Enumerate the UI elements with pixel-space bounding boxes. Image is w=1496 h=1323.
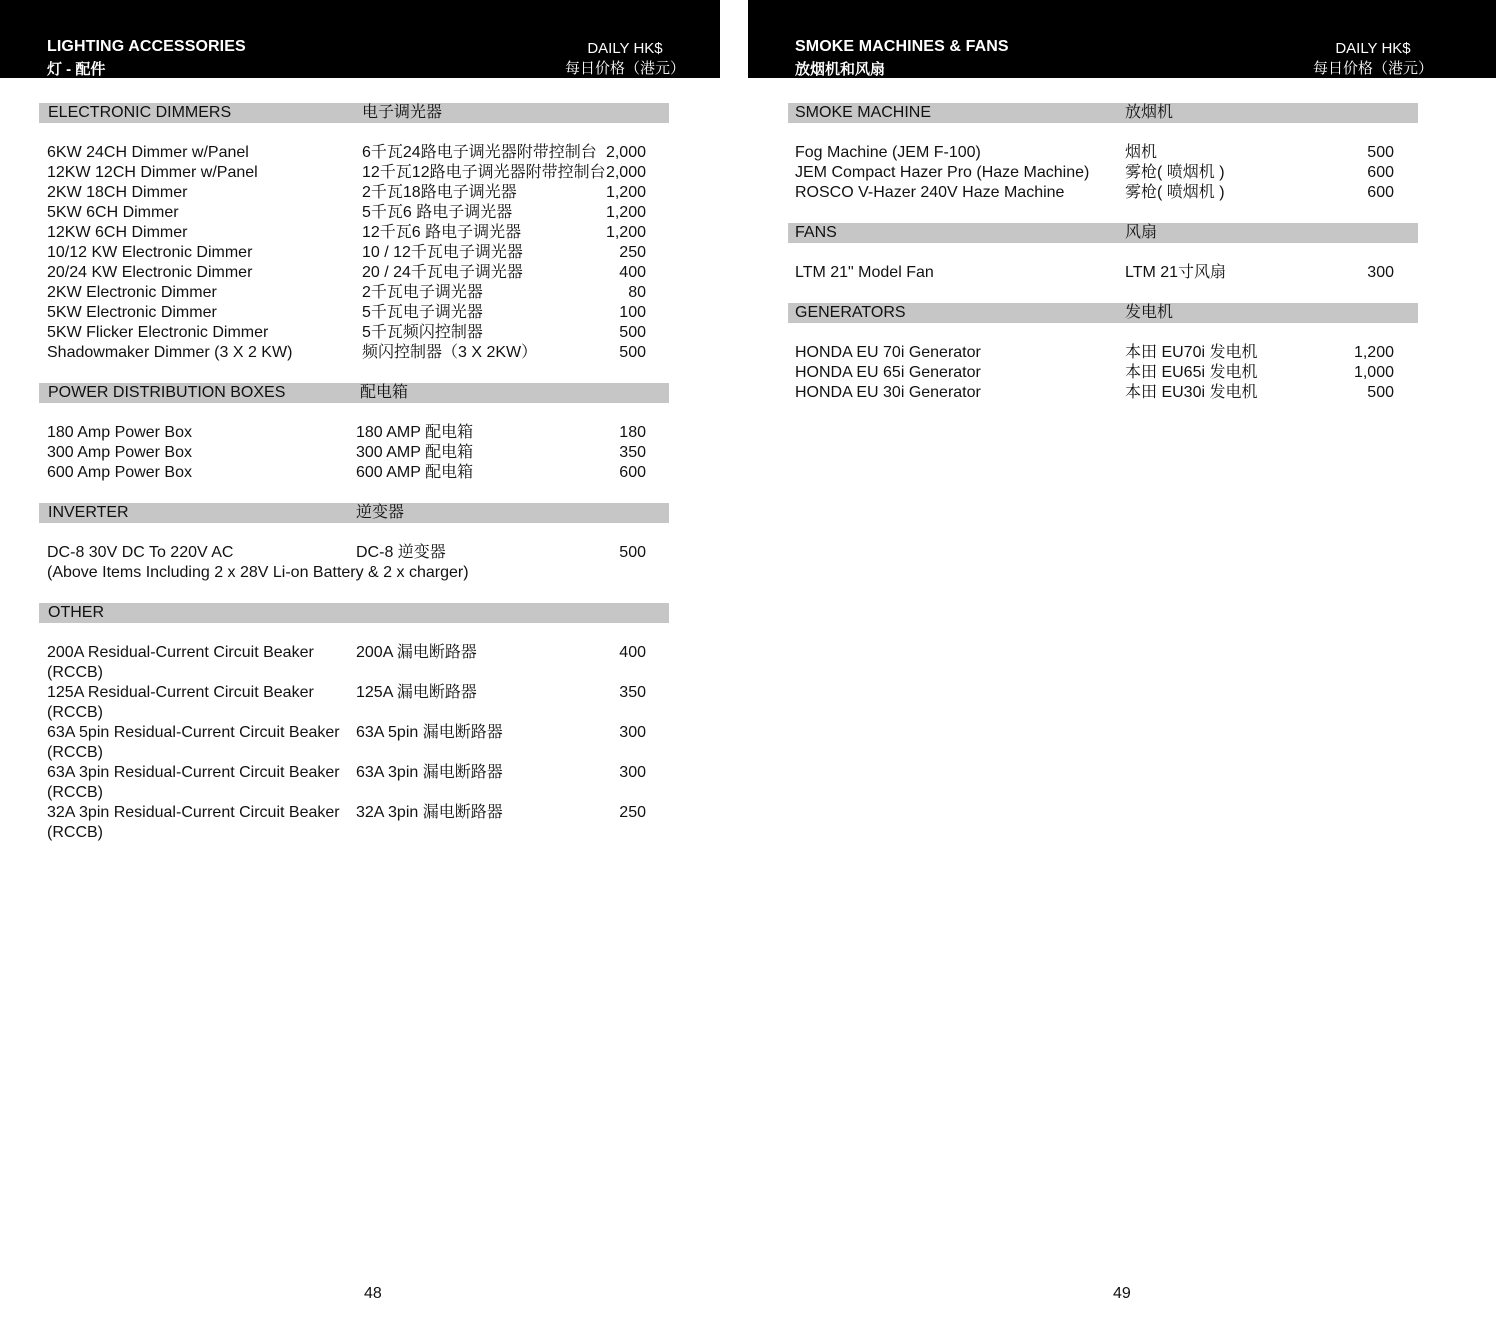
item-name-continued: (RCCB): [47, 824, 103, 841]
item-name-chinese: 12千瓦6 路电子调光器: [362, 224, 522, 241]
section-title: POWER DISTRIBUTION BOXES: [48, 384, 286, 401]
item-name-chinese: 32A 3pin 漏电断路器: [356, 804, 503, 821]
item-name-chinese: 20 / 24千瓦电子调光器: [362, 264, 523, 281]
price-column-heading-chinese: 每日价格（港元）: [564, 60, 685, 77]
item-name-chinese: 烟机: [1125, 144, 1158, 161]
item-name: HONDA EU 65i Generator: [795, 364, 981, 381]
item-name: 300 Amp Power Box: [47, 444, 192, 461]
section-header: [39, 503, 669, 523]
item-name: LTM 21" Model Fan: [795, 264, 934, 281]
item-price: 350: [619, 684, 646, 701]
item-name-chinese: LTM 21寸风扇: [1125, 264, 1227, 281]
item-name-chinese: 5千瓦6 路电子调光器: [362, 204, 513, 221]
item-name: 125A Residual-Current Circuit Beaker: [47, 684, 314, 701]
item-name-chinese: DC-8 逆变器: [356, 544, 446, 561]
section-title-chinese: 发电机: [1125, 304, 1174, 321]
list-item: [0, 203, 700, 223]
item-name-chinese: 63A 3pin 漏电断路器: [356, 764, 503, 781]
item-price: 100: [619, 304, 646, 321]
item-name-continued: (RCCB): [47, 704, 103, 721]
list-item: [748, 383, 1448, 403]
section-header: [788, 223, 1418, 243]
item-name-continued: (RCCB): [47, 744, 103, 761]
item-price: 500: [619, 324, 646, 341]
item-name-chinese: 频闪控制器（3 X 2KW）: [362, 344, 538, 361]
item-name: 63A 3pin Residual-Current Circuit Beaker: [47, 764, 340, 781]
item-name: 5KW Flicker Electronic Dimmer: [47, 324, 269, 341]
item-name: 180 Amp Power Box: [47, 424, 192, 441]
item-price: 600: [619, 464, 646, 481]
list-item: [0, 303, 700, 323]
item-name-chinese: 本田 EU65i 发电机: [1125, 364, 1258, 381]
item-price: 300: [619, 764, 646, 781]
item-price: 1,200: [605, 184, 646, 201]
item-price: 1,200: [605, 204, 646, 221]
price-column-heading-chinese: 每日价格（港元）: [1312, 60, 1433, 77]
item-name: DC-8 30V DC To 220V AC: [47, 544, 234, 561]
item-name: 2KW Electronic Dimmer: [47, 284, 217, 301]
item-name: 20/24 KW Electronic Dimmer: [47, 264, 253, 281]
item-name-continued: (RCCB): [47, 664, 103, 681]
item-name-chinese: 雾枪( 喷烟机 ): [1125, 164, 1225, 181]
list-item: [748, 143, 1448, 163]
item-name: 600 Amp Power Box: [47, 464, 192, 481]
list-item: [0, 143, 700, 163]
section-header: [788, 103, 1418, 123]
section-title-chinese: 逆变器: [356, 504, 405, 521]
item-name-chinese: 12千瓦12路电子调光器附带控制台: [362, 164, 606, 181]
item-name: 63A 5pin Residual-Current Circuit Beaker: [47, 724, 340, 741]
section-header: [39, 103, 669, 123]
item-price: 400: [619, 264, 646, 281]
list-item: [0, 343, 700, 363]
page-number: 48: [364, 1285, 382, 1302]
list-item: [0, 423, 700, 443]
item-name: Fog Machine (JEM F-100): [795, 144, 981, 161]
item-price: 500: [1367, 384, 1394, 401]
section-title: OTHER: [48, 604, 104, 621]
item-name: JEM Compact Hazer Pro (Haze Machine): [795, 164, 1090, 181]
section-title: INVERTER: [48, 504, 129, 521]
item-name: ROSCO V-Hazer 240V Haze Machine: [795, 184, 1065, 201]
section-title: ELECTRONIC DIMMERS: [48, 104, 232, 121]
item-price: 500: [619, 344, 646, 361]
page-title-chinese: 放烟机和风扇: [795, 61, 886, 78]
item-price: 300: [1367, 264, 1394, 281]
list-item: [0, 443, 700, 463]
list-item: [0, 803, 700, 841]
item-name: 10/12 KW Electronic Dimmer: [47, 244, 253, 261]
page-right: [748, 0, 1496, 1323]
item-name-chinese: 10 / 12千瓦电子调光器: [362, 244, 523, 261]
page-title: LIGHTING ACCESSORIES: [47, 38, 246, 55]
page-number: 49: [1113, 1285, 1131, 1302]
item-price: 80: [628, 284, 646, 301]
item-name: Shadowmaker Dimmer (3 X 2 KW): [47, 344, 293, 361]
item-name: 32A 3pin Residual-Current Circuit Beaker: [47, 804, 340, 821]
list-item: [748, 263, 1448, 283]
list-item: [748, 343, 1448, 363]
section-header: [788, 303, 1418, 323]
list-item: [0, 683, 700, 721]
item-name-continued: (RCCB): [47, 784, 103, 801]
item-name-chinese: 雾枪( 喷烟机 ): [1125, 184, 1225, 201]
item-price: 1,200: [1353, 344, 1394, 361]
item-name: 12KW 6CH Dimmer: [47, 224, 188, 241]
item-name: 6KW 24CH Dimmer w/Panel: [47, 144, 249, 161]
item-name: 5KW Electronic Dimmer: [47, 304, 217, 321]
item-price: 180: [619, 424, 646, 441]
item-name: 12KW 12CH Dimmer w/Panel: [47, 164, 258, 181]
item-price: 500: [619, 544, 646, 561]
section-title: GENERATORS: [795, 304, 906, 321]
item-name: HONDA EU 70i Generator: [795, 344, 981, 361]
page-header: [748, 0, 1496, 78]
item-price: 2,000: [605, 164, 646, 181]
price-column-heading: DAILY HK$: [1335, 40, 1411, 57]
item-price: 250: [619, 244, 646, 261]
section-header: [39, 603, 669, 623]
list-item: [748, 183, 1448, 203]
item-name-chinese: 200A 漏电断路器: [356, 644, 477, 661]
list-item: [0, 723, 700, 761]
item-price: 1,200: [605, 224, 646, 241]
list-item: [0, 263, 700, 283]
item-price: 500: [1367, 144, 1394, 161]
page-header: [0, 0, 720, 78]
list-item: [0, 283, 700, 303]
item-name-chinese: 125A 漏电断路器: [356, 684, 477, 701]
list-item: [0, 463, 700, 483]
item-name-chinese: 6千瓦24路电子调光器附带控制台: [362, 144, 597, 161]
section-title-chinese: 电子调光器: [362, 104, 443, 121]
item-price: 1,000: [1353, 364, 1394, 381]
list-item: [0, 243, 700, 263]
item-name: 5KW 6CH Dimmer: [47, 204, 179, 221]
item-name-chinese: 300 AMP 配电箱: [356, 444, 474, 461]
price-column-heading: DAILY HK$: [587, 40, 663, 57]
list-item: [0, 323, 700, 343]
item-price: 250: [619, 804, 646, 821]
section-title-chinese: 风扇: [1125, 224, 1158, 241]
section-title: SMOKE MACHINE: [795, 104, 932, 121]
list-item: [0, 763, 700, 801]
section-title: FANS: [795, 224, 837, 241]
item-price: 350: [619, 444, 646, 461]
list-item: [0, 223, 700, 243]
section-header: [39, 383, 669, 403]
item-name-chinese: 63A 5pin 漏电断路器: [356, 724, 503, 741]
page-title: SMOKE MACHINES & FANS: [795, 38, 1009, 55]
list-item: [0, 543, 700, 581]
item-name-chinese: 5千瓦频闪控制器: [362, 324, 483, 341]
item-price: 2,000: [605, 144, 646, 161]
list-item: [0, 163, 700, 183]
item-name-chinese: 本田 EU70i 发电机: [1125, 344, 1258, 361]
item-name-chinese: 600 AMP 配电箱: [356, 464, 474, 481]
list-item: [0, 183, 700, 203]
page-title-chinese: 灯 - 配件: [47, 61, 106, 78]
item-name: HONDA EU 30i Generator: [795, 384, 981, 401]
item-name-chinese: 180 AMP 配电箱: [356, 424, 474, 441]
list-item: [0, 643, 700, 681]
section-title-chinese: 放烟机: [1125, 104, 1174, 121]
item-price: 400: [619, 644, 646, 661]
section-title-chinese: 配电箱: [360, 384, 409, 401]
item-name: 2KW 18CH Dimmer: [47, 184, 188, 201]
item-note: (Above Items Including 2 x 28V Li-on Battery & 2 x charger): [47, 564, 469, 581]
item-name-chinese: 5千瓦电子调光器: [362, 304, 483, 321]
item-price: 600: [1367, 184, 1394, 201]
item-name: 200A Residual-Current Circuit Beaker: [47, 644, 314, 661]
item-price: 300: [619, 724, 646, 741]
item-name-chinese: 2千瓦电子调光器: [362, 284, 483, 301]
list-item: [748, 163, 1448, 183]
list-item: [748, 363, 1448, 383]
item-price: 600: [1367, 164, 1394, 181]
item-name-chinese: 本田 EU30i 发电机: [1125, 384, 1258, 401]
item-name-chinese: 2千瓦18路电子调光器: [362, 184, 517, 201]
